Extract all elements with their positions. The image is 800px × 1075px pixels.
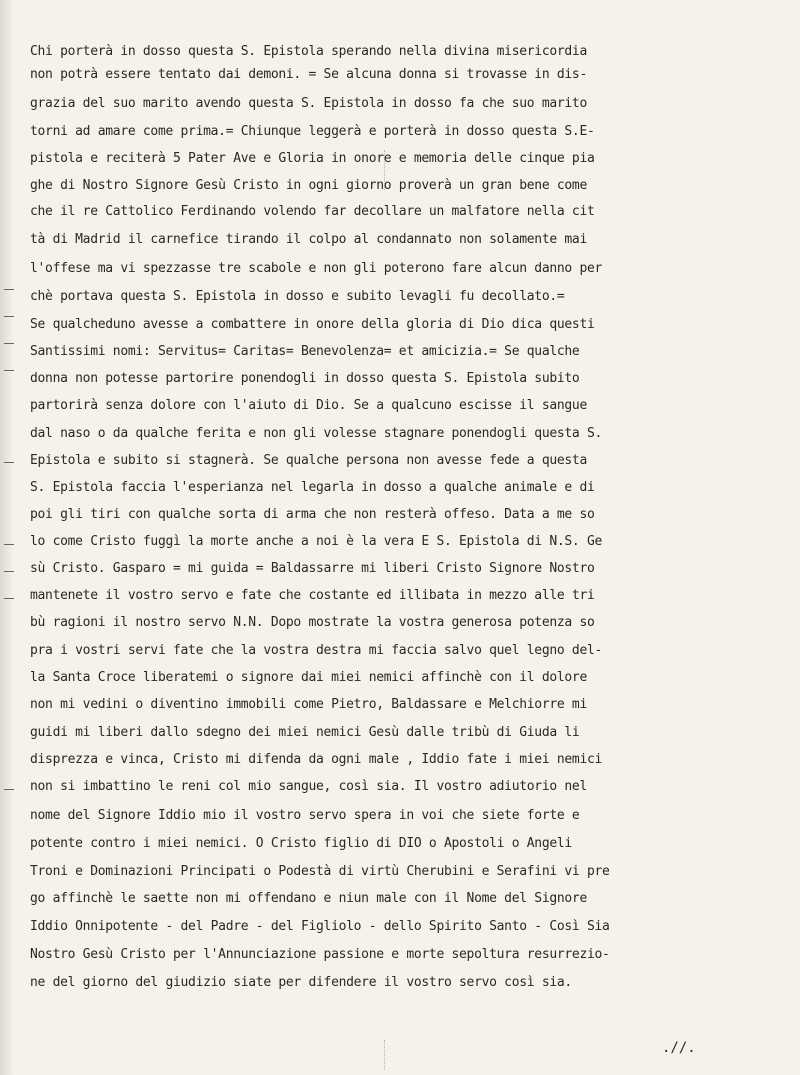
- text-line: chè portava questa S. Epistola in dosso e subito levagli fu decollato.=: [30, 289, 565, 304]
- margin-dash-mark: [4, 343, 14, 344]
- text-line: dal naso o da qualche ferita e non gli volesse stagnare ponendogli questa S.: [30, 426, 603, 441]
- text-line: che il re Cattolico Ferdinando volendo far decollare un malfatore nella cit: [30, 204, 595, 219]
- margin-dash-mark: [4, 370, 14, 371]
- text-line: non si imbattino le reni col mio sangue, così sia. Il vostro adiutorio nel: [30, 779, 587, 794]
- text-line: pra i vostri servi fate che la vostra destra mi faccia salvo quel legno del-: [30, 643, 603, 658]
- text-line: partorirà senza dolore con l'aiuto di Dio. Se a qualcuno escisse il sangue: [30, 398, 587, 413]
- text-line: non potrà essere tentato dai demoni. = Se alcuna donna si trovasse in dis-: [30, 67, 587, 82]
- closing-mark: .//.: [662, 1040, 696, 1056]
- text-line: go affinchè le saette non mi offendano e niun male con il Nome del Signore: [30, 891, 587, 906]
- text-line: torni ad amare come prima.= Chiunque leggerà e porterà in dosso questa S.E-: [30, 124, 595, 139]
- text-line: non mi vedini o diventino immobili come Pietro, Baldassare e Melchiorre mi: [30, 697, 587, 712]
- margin-dash-mark: [4, 598, 14, 599]
- text-line: lo come Cristo fuggì la morte anche a noi è la vera E S. Epistola di N.S. Ge: [30, 534, 603, 549]
- text-line: grazia del suo marito avendo questa S. Epistola in dosso fa che suo marito: [30, 96, 587, 111]
- text-line: Iddio Onnipotente - del Padre - del Figliolo - dello Spirito Santo - Così Sia: [30, 919, 610, 934]
- margin-dash-mark: [4, 789, 14, 790]
- margin-dash-mark: [4, 544, 14, 545]
- text-line: donna non potesse partorire ponendogli in dosso questa S. Epistola subito: [30, 371, 580, 386]
- text-line: S. Epistola faccia l'esperianza nel legarla in dosso a qualche animale e di: [30, 480, 595, 495]
- text-line: ne del giorno del giudizio siate per difendere il vostro servo così sia.: [30, 975, 572, 990]
- text-line: Troni e Dominazioni Principati o Podestà di virtù Cherubini e Serafini vi pre: [30, 864, 610, 879]
- text-line: mantenete il vostro servo e fate che costante ed illibata in mezzo alle tri: [30, 588, 595, 603]
- margin-dash-mark: [4, 316, 14, 317]
- text-line: pistola e reciterà 5 Pater Ave e Gloria in onore e memoria delle cinque pia: [30, 151, 595, 166]
- text-line: bù ragioni il nostro servo N.N. Dopo mostrate la vostra generosa potenza so: [30, 615, 595, 630]
- text-line: guidi mi liberi dallo sdegno dei miei nemici Gesù dalle tribù di Giuda li: [30, 725, 580, 740]
- text-line: sù Cristo. Gasparo = mi guida = Baldassarre mi liberi Cristo Signore Nostro: [30, 561, 595, 576]
- text-line: poi gli tiri con qualche sorta di arma che non resterà offeso. Data a me so: [30, 507, 595, 522]
- text-line: potente contro i miei nemici. O Cristo figlio di DIO o Apostoli o Angeli: [30, 836, 572, 851]
- text-line: disprezza e vinca, Cristo mi difenda da ogni male , Iddio fate i miei nemici: [30, 752, 603, 767]
- margin-dash-mark: [4, 571, 14, 572]
- text-line: Chi porterà in dosso questa S. Epistola sperando nella divina misericordia: [30, 44, 587, 59]
- text-line: Nostro Gesù Cristo per l'Annunciazione passione e morte sepoltura resurrezio-: [30, 947, 610, 962]
- text-line: tà di Madrid il carnefice tirando il colpo al condannato non solamente mai: [30, 232, 587, 247]
- margin-dash-mark: [4, 289, 14, 290]
- text-line: nome del Signore Iddio mio il vostro servo spera in voi che siete forte e: [30, 808, 580, 823]
- text-line: l'offese ma vi spezzasse tre scabole e non gli poterono fare alcun danno per: [30, 261, 603, 276]
- text-line: Santissimi nomi: Servitus= Caritas= Benevolenza= et amicizia.= Se qualche: [30, 344, 580, 359]
- text-line: la Santa Croce liberatemi o signore dai miei nemici affinchè con il dolore: [30, 670, 587, 685]
- text-line: Se qualcheduno avesse a combattere in onore della gloria di Dio dica questi: [30, 317, 595, 332]
- text-line: ghe di Nostro Signore Gesù Cristo in ogni giorno proverà un gran bene come: [30, 178, 587, 193]
- text-line: Epistola e subito si stagnerà. Se qualche persona non avesse fede a questa: [30, 453, 587, 468]
- margin-dash-mark: [4, 462, 14, 463]
